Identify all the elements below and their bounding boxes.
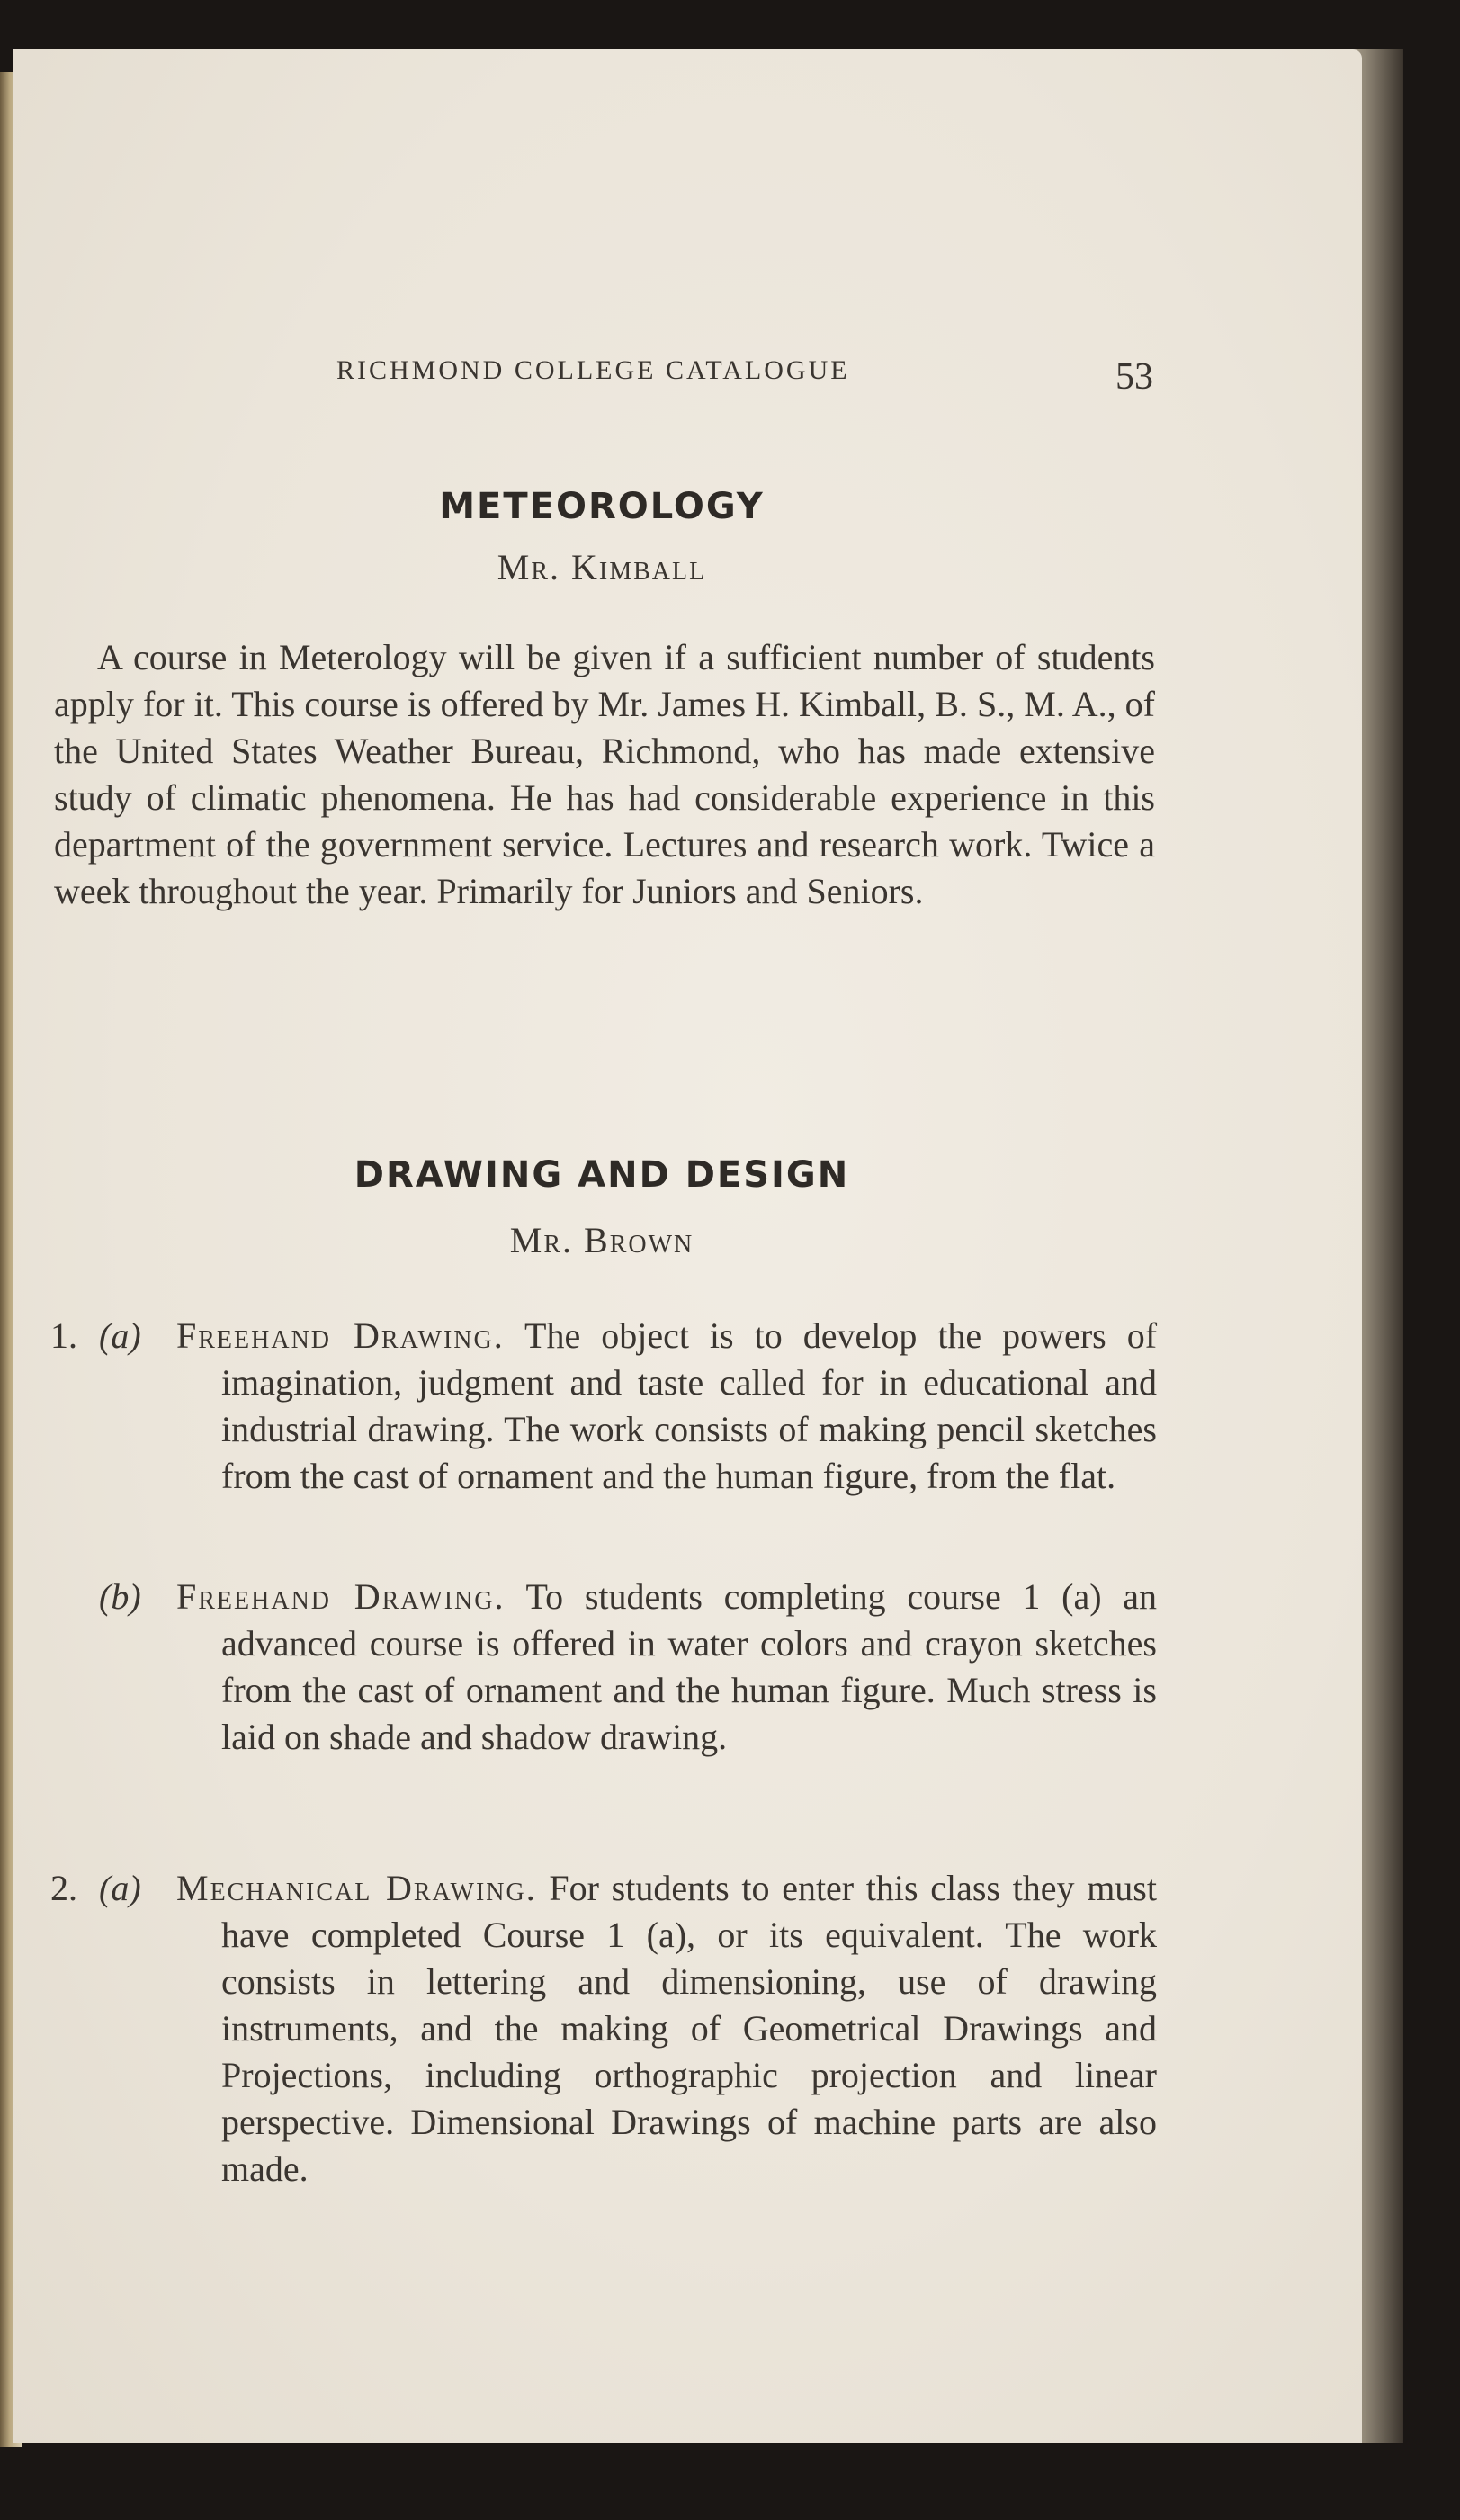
course-number: 1. bbox=[50, 1315, 77, 1356]
course-name: Mechanical Drawing. bbox=[176, 1868, 537, 1908]
course-name: Freehand Drawing. bbox=[176, 1576, 506, 1617]
page-number: 53 bbox=[1115, 356, 1153, 398]
course-name: Freehand Drawing. bbox=[176, 1315, 505, 1356]
course-description: The object is to develop the powers of imagination, judgment and taste called for in educational and industrial drawing. The work consists of making pencil sketches from the cast of ornament and the human figure, from the flat. bbox=[221, 1315, 1158, 1496]
running-head: RICHMOND COLLEGE CATALOGUE bbox=[336, 355, 850, 385]
meteorology-paragraph: A course in Meterology will be given if a sufficient number of students apply for it. This course is offered by Mr. James H. Kimball, B. S., M. A., of the United States Weather Bureau, Richmond, who has made extensive study of climatic phenomena. He has had considerable experience in this department of the government service. Lectures and research work. Twice a week throughout the year. Primarily for Juniors and Seniors. bbox=[54, 637, 1155, 911]
course-description: To students completing course 1 (a) an advanced course is offered in water colors and crayon sketches from the cast of ornament and the human figure. Much stress is laid on shade and shadow drawing. bbox=[221, 1576, 1158, 1757]
section-title-meteorology: METEOROLOGY bbox=[439, 486, 765, 527]
instructor-meteorology: Mr. Kimball bbox=[497, 547, 707, 587]
course-description: For students to enter this class they must have completed Course 1 (a), or its equivalent. The work consists in lettering and dimensioning, use of drawing instruments, and the making of Geometrical Drawings and Projections, including orthographic projection and linear perspective. Dimensional Drawings of machine parts are also made. bbox=[221, 1868, 1157, 2189]
catalogue-page bbox=[13, 49, 1362, 2443]
course-number: 2. bbox=[50, 1868, 77, 1908]
instructor-drawing: Mr. Brown bbox=[509, 1220, 694, 1260]
course-entry bbox=[176, 1865, 1157, 2193]
course-sub-label: (a) bbox=[99, 1315, 141, 1356]
course-sub-label: (b) bbox=[99, 1576, 141, 1617]
section-title-drawing: DRAWING AND DESIGN bbox=[354, 1154, 850, 1196]
course-entry bbox=[176, 1313, 1157, 1500]
course-entry bbox=[176, 1574, 1157, 1761]
course-sub-label: (a) bbox=[99, 1868, 141, 1908]
